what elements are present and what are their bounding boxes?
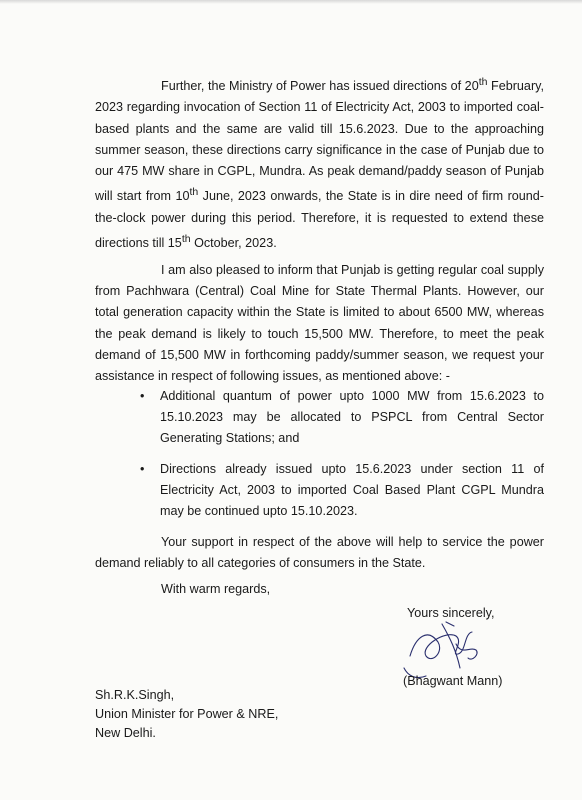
paragraph-coal-supply: I am also pleased to inform that Punjab is getting regular coal supply from Pachhwara (Central) Coal Mine for State Thermal Plants. However, our total generation capacity within the State is limited to about 6500 MW, whereas the peak demand is likely to touch 15,500 MW. Therefore, to meet the peak demand of 15,500 MW in forthcoming paddy/summer season, we request your assistance in respect of following issues, as mentioned above: - [95, 263, 544, 384]
bullet-icon: • [140, 389, 145, 403]
paragraph-ministry-directions [95, 72, 544, 254]
p1-text-c: June, 2023 onwards, the State is in dire need of firm round-the-clock power during this period. Therefore, it is requested to extend these directions till 15 [95, 189, 544, 250]
recipient-title: Union Minister for Power & NRE, [95, 707, 279, 721]
p1-text-d: October, 2023. [190, 235, 277, 250]
list-item [128, 459, 544, 523]
p1-text-a: Further, the Ministry of Power has issued directions of 20 [161, 79, 479, 94]
closing-regards: With warm regards, [161, 582, 271, 596]
p1-superscript-1: th [478, 76, 488, 88]
scan-edge [0, 0, 582, 4]
recipient-address [95, 686, 278, 743]
request-list [128, 386, 544, 531]
p1-superscript-3: th [181, 232, 191, 245]
paragraph-support: Your support in respect of the above will help to service the power demand reliably to all categories of consumers in the State. [95, 535, 544, 571]
recipient-city: New Delhi. [95, 726, 156, 740]
signatory-name: (Bhagwant Mann) [403, 674, 503, 688]
recipient-name: Sh.R.K.Singh, [95, 688, 175, 702]
p1-text-b: February, 2023 regarding invocation of Section 11 of Electricity Act, 2003 to imported coal-based plants and the same are valid till 15.6.2023. Due to the approaching summer season, these directions carry significance in the case of Punjab due to our 475 MW share in CGPL, Mundra. As peak demand/paddy season of Punjab will start from 10 [95, 79, 544, 204]
list-item-text: Directions already issued upto 15.6.2023 under section 11 of Electricity Act, 2003 to imported Coal Based Plant CGPL Mundra may be continued upto 15.10.2023. [160, 461, 544, 519]
p1-superscript-2: th [189, 186, 199, 199]
list-item-text: Additional quantum of power upto 1000 MW from 15.6.2023 to 15.10.2023 may be allocated to PSPCL from Central Sector Generating Stations; and [160, 389, 544, 446]
bullet-icon: • [140, 461, 145, 476]
closing-yours: Yours sincerely, [407, 606, 495, 620]
list-item [128, 386, 544, 450]
